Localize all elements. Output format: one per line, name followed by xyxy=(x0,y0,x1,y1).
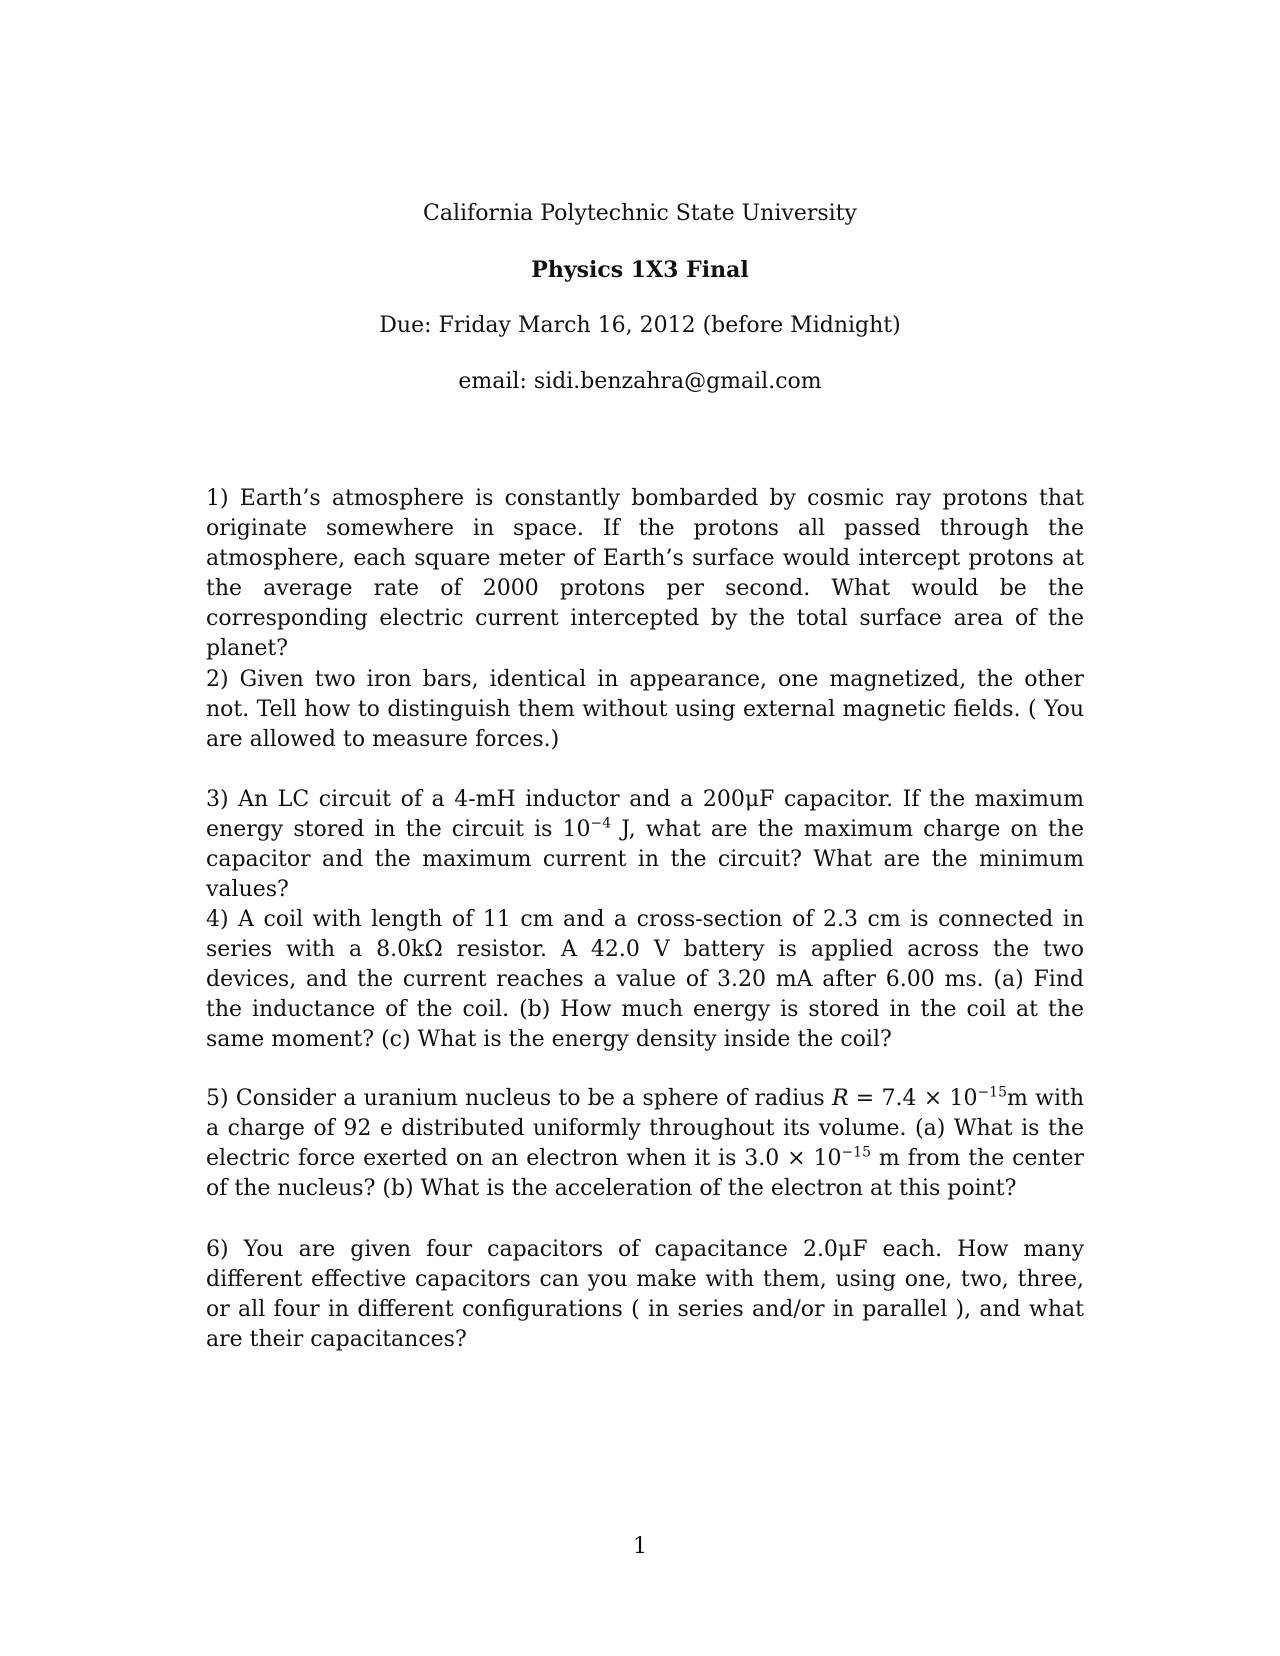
problem-4: 4) A coil with length of 11 cm and a cross-section of 2.3 cm is connected in series with a 8.0kΩ resistor. A 42.0 V battery is applied across the two devices, and the current reaches a value of 3.20 mA after 6.00 ms. (a) Find the inductance of the coil. (b) How much energy is stored in the coil at the same moment? (c) What is the energy density inside the coil? xyxy=(206,907,1084,1052)
problem-5-text-c: m with a charge of 92 e distributed uniformly throughout its volume. (a) What is the electric force exerted on an electron when it is 3.0 × 10 xyxy=(206,1086,1084,1171)
problem-5 xyxy=(206,1084,1084,1204)
page-number: 1 xyxy=(633,1534,647,1559)
problem-5-text-b: = 7.4 × 10 xyxy=(848,1086,978,1111)
contact-email: email: sidi.benzahra@gmail.com xyxy=(458,369,822,394)
due-date: Due: Friday March 16, 2012 (before Midnight) xyxy=(379,313,901,338)
problem-1: 1) Earth’s atmosphere is constantly bombarded by cosmic ray protons that originate somewhere in space. If the protons all passed through the atmosphere, each square meter of Earth’s surface would intercept protons at the average rate of 2000 protons per second. What would be the corresponding electric current intercepted by the total surface area of the planet? xyxy=(206,486,1084,661)
problem-3-exponent: −4 xyxy=(590,815,612,832)
university-name: California Polytechnic State University xyxy=(423,201,857,226)
problem-6: 6) You are given four capacitors of capacitance 2.0μF each. How many different effective capacitors can you make with them, using one, two, three, or all four in different configurations ( in series and/or in parallel ), and what are their capacitances? xyxy=(206,1237,1084,1352)
problem-3-text-b: J, what are the maximum charge on the capacitor and the maximum current in the circuit? What are the minimum values? xyxy=(206,817,1084,902)
exam-title: Physics 1X3 Final xyxy=(531,257,749,283)
problem-5-text-d: m from the center of the nucleus? (b) What is the acceleration of the electron at this point? xyxy=(206,1146,1084,1201)
problem-5-exponent-2: −15 xyxy=(841,1144,871,1161)
problem-2: 2) Given two iron bars, identical in appearance, one magnetized, the other not. Tell how to distinguish them without using external magnetic fields. ( You are allowed to measure forces.) xyxy=(206,667,1084,752)
problem-3 xyxy=(206,785,1084,905)
problem-5-radius-var: R xyxy=(831,1086,849,1111)
problem-3-text-a: 3) An LC circuit of a 4-mH inductor and a 200μF capacitor. If the maximum energy stored in the circuit is 10 xyxy=(206,787,1084,842)
problem-5-text-a: 5) Consider a uranium nucleus to be a sphere of radius xyxy=(206,1086,832,1111)
problem-5-exponent-1: −15 xyxy=(977,1084,1007,1101)
